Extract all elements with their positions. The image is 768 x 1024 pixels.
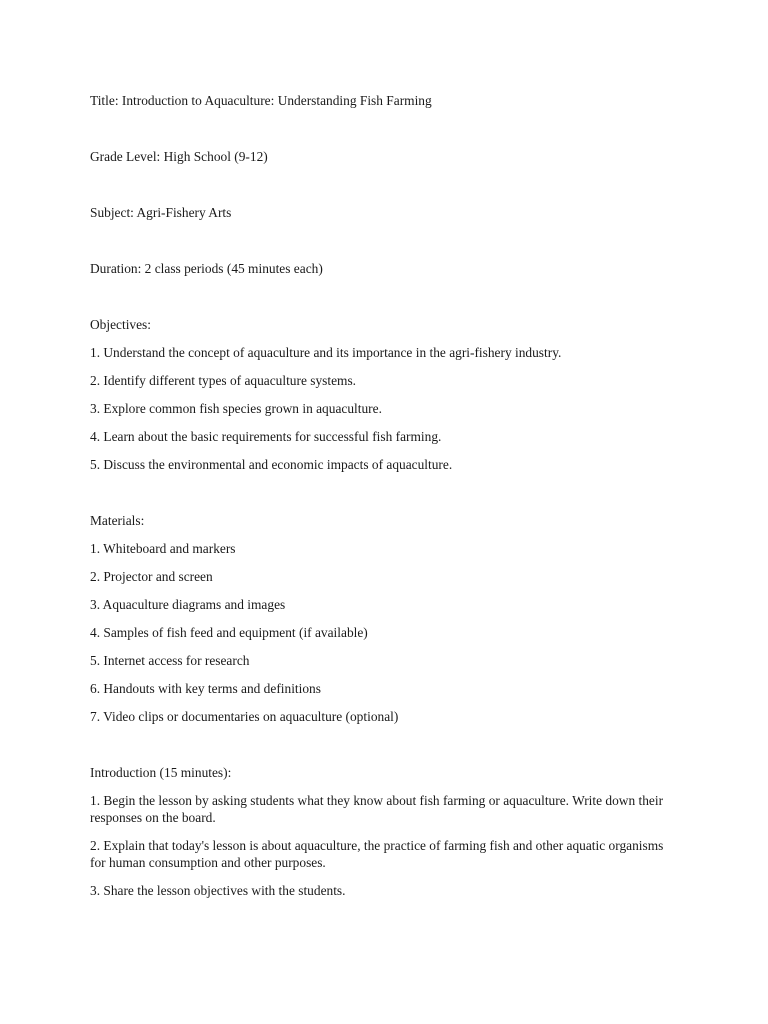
objective-item: 4. Learn about the basic requirements for successful fish farming.	[90, 429, 442, 444]
material-item: 2. Projector and screen	[90, 569, 213, 584]
subject: Subject: Agri-Fishery Arts	[90, 205, 232, 220]
objective-item: 5. Discuss the environmental and economic impacts of aquaculture.	[90, 457, 453, 472]
lesson-plan-document	[90, 92, 680, 899]
introduction-item: 3. Share the lesson objectives with the students.	[90, 883, 346, 898]
introduction-item: 1. Begin the lesson by asking students what they know about fish farming or aquaculture. Write down their responses on the board.	[90, 793, 664, 825]
introduction-heading: Introduction (15 minutes):	[90, 765, 232, 780]
material-item: 4. Samples of fish feed and equipment (if available)	[90, 625, 368, 640]
material-item: 5. Internet access for research	[90, 653, 250, 668]
objective-item: 1. Understand the concept of aquaculture and its importance in the agri-fishery industry.	[90, 345, 562, 360]
objective-item: 3. Explore common fish species grown in aquaculture.	[90, 401, 382, 416]
materials-heading: Materials:	[90, 513, 145, 528]
objectives-heading: Objectives:	[90, 317, 151, 332]
material-item: 1. Whiteboard and markers	[90, 541, 236, 556]
material-item: 7. Video clips or documentaries on aquaculture (optional)	[90, 709, 399, 724]
objective-item: 2. Identify different types of aquaculture systems.	[90, 373, 357, 388]
introduction-item: 2. Explain that today's lesson is about aquaculture, the practice of farming fish and other aquatic organisms for human consumption and other purposes.	[90, 838, 664, 870]
grade-level: Grade Level: High School (9-12)	[90, 149, 268, 164]
duration: Duration: 2 class periods (45 minutes each)	[90, 261, 323, 276]
material-item: 3. Aquaculture diagrams and images	[90, 597, 286, 612]
material-item: 6. Handouts with key terms and definitions	[90, 681, 321, 696]
lesson-title: Title: Introduction to Aquaculture: Understanding Fish Farming	[90, 93, 432, 108]
